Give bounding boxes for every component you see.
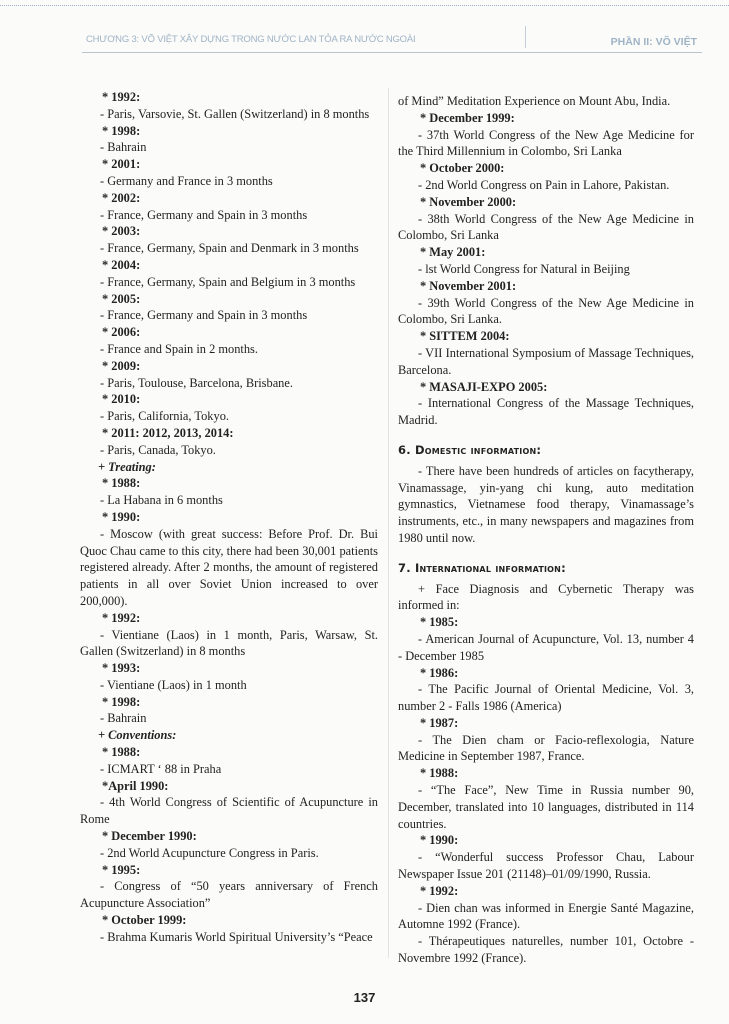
entry-text: - There have been hundreds of articles on facytherapy, Vinamassage, yin-yang chi kung, auto meditation gymnastics, Vietnamese food therapy, Vinamassage’s instruments, etc., in many newspapers and magazines from 1980 until now. <box>398 463 694 545</box>
entry-heading: *April 1990: <box>102 778 169 793</box>
entry-heading: * 1995: <box>102 862 141 877</box>
entry-text: - 2nd World Congress on Pain in Lahore, Pakistan. <box>418 177 670 192</box>
entry-text: - France and Spain in 2 months. <box>100 341 258 356</box>
entry-text: - 39th World Congress of the New Age Medicine in Colombo, Sri Lanka. <box>398 295 694 327</box>
page-number: 137 <box>353 990 376 1005</box>
entry-heading: * 2003: <box>102 224 141 239</box>
entry-heading: * 1990: <box>102 509 141 524</box>
entry-heading: * 1998: <box>102 123 141 138</box>
entry-text: of Mind” Meditation Experience on Mount Abu, India. <box>398 94 671 108</box>
entry-text: - France, Germany, Spain and Belgium in 3 months <box>100 274 356 289</box>
entry-text: - Dien chan was informed in Energie Santé Magazine, Automne 1992 (France). <box>398 900 694 932</box>
entry-text: - 4th World Congress of Scientific of Acupuncture in Rome <box>80 795 378 827</box>
entry-text: - France, Germany and Spain in 3 months <box>100 207 308 222</box>
entry-heading: * 1990: <box>420 833 459 848</box>
entry-heading: * December 1999: <box>420 110 515 125</box>
entry-heading: * 1988: <box>420 766 459 781</box>
entry-text: - Moscow (with great success: Before Prof. Dr. Bui Quoc Chau came to this city, there had been 30,001 patients registered already. After 2 months, the amount of registered patients in all over Soviet Union increased to over 200,000). <box>80 526 378 608</box>
section-heading: 6. Domestic information: <box>398 442 542 457</box>
right-column <box>398 93 694 967</box>
entry-text: - International Congress of the Massage Techniques, Madrid. <box>398 396 694 428</box>
entry-text: - Paris, Canada, Tokyo. <box>100 442 216 457</box>
entry-heading: * 1993: <box>102 661 141 676</box>
header-rule <box>82 52 702 53</box>
entry-heading: * 2006: <box>102 325 141 340</box>
entry-heading: * 1998: <box>102 694 141 709</box>
entry-heading: * 1986: <box>420 665 459 680</box>
entry-text: - The Dien cham or Facio-reflexologia, Nature Medicine in September 1987, France. <box>398 732 694 764</box>
section-heading: 7. International information: <box>398 560 566 575</box>
entry-heading: * November 2000: <box>420 194 517 209</box>
entry-text: - 38th World Congress of the New Age Medicine in Colombo, Sri Lanka <box>398 211 694 243</box>
entry-heading: * 2010: <box>102 392 141 407</box>
entry-text: - lst World Congress for Natural in Beijing <box>418 261 630 276</box>
entry-heading: * SITTEM 2004: <box>420 329 510 344</box>
entry-text: - 2nd World Acupuncture Congress in Paris. <box>100 845 319 860</box>
entry-heading: * 1985: <box>420 615 459 630</box>
entry-heading: * October 1999: <box>102 913 187 928</box>
entry-text: - Brahma Kumaris World Spiritual University’s “Peace <box>100 929 373 944</box>
entry-heading: * 2001: <box>102 157 141 172</box>
chapter-header: CHƯƠNG 3: VÕ VIỆT XÂY DỰNG TRONG NƯỚC LAN TỎA RA NƯỚC NGOÀI <box>86 34 416 45</box>
entry-heading: + Conventions: <box>98 728 177 743</box>
entry-heading: * October 2000: <box>420 161 505 176</box>
entry-text: - Germany and France in 3 months <box>100 173 273 188</box>
entry-heading: + Treating: <box>98 459 156 474</box>
column-separator <box>388 88 389 958</box>
entry-text: - Congress of “50 years anniversary of French Acupuncture Association” <box>80 879 378 911</box>
entry-text: - Paris, Toulouse, Barcelona, Brisbane. <box>100 375 293 390</box>
entry-text: - American Journal of Acupuncture, Vol. 13, number 4 - December 1985 <box>398 631 694 663</box>
entry-text: - France, Germany and Spain in 3 months <box>100 308 308 323</box>
entry-heading: * 2002: <box>102 190 141 205</box>
entry-heading: * December 1990: <box>102 829 197 844</box>
entry-text: - La Habana in 6 months <box>100 493 223 508</box>
entry-heading: * 2005: <box>102 291 141 306</box>
entry-heading: * May 2001: <box>420 245 486 260</box>
part-header: PHẦN II: VÕ VIỆT <box>610 36 697 48</box>
entry-text: + Face Diagnosis and Cybernetic Therapy was informed in: <box>398 581 694 613</box>
entry-heading: * 1992: <box>420 883 459 898</box>
entry-text: - Vientiane (Laos) in 1 month, Paris, Warsaw, St. Gallen (Switzerland) in 8 months <box>80 627 378 659</box>
entry-text: - ICMART ‘ 88 in Praha <box>100 761 222 776</box>
entry-heading: * 1988: <box>102 745 141 760</box>
entry-heading: * 1987: <box>420 715 459 730</box>
entry-text: - Paris, Varsovie, St. Gallen (Switzerland) in 8 months <box>100 106 370 121</box>
top-dotted-border <box>0 5 729 6</box>
entry-heading: * 1992: <box>102 610 141 625</box>
entry-text: - France, Germany, Spain and Denmark in 3 months <box>100 241 359 256</box>
header-divider <box>525 26 526 48</box>
entry-heading: * 2009: <box>102 358 141 373</box>
entry-text: - 37th World Congress of the New Age Medicine for the Third Millennium in Colombo, Sri Lanka <box>398 127 694 159</box>
entry-text: - Bahrain <box>100 140 147 155</box>
entry-heading: * 1992: <box>102 90 141 104</box>
left-column <box>80 89 378 946</box>
entry-heading: * 2004: <box>102 257 141 272</box>
entry-heading: * 2011: 2012, 2013, 2014: <box>102 425 234 440</box>
entry-text: - Thérapeutiques naturelles, number 101, Octobre - Novembre 1992 (France). <box>398 934 694 966</box>
entry-text: - “Wonderful success Professor Chau, Labour Newspaper Issue 201 (21148)–01/09/1990, Russia. <box>398 850 694 882</box>
entry-text: - “The Face”, New Time in Russia number 90, December, translated into 10 languages, distributed in 114 countries. <box>398 783 694 831</box>
entry-text: - VII International Symposium of Massage Techniques, Barcelona. <box>398 345 694 377</box>
entry-text: - Bahrain <box>100 711 147 726</box>
entry-heading: * MASAJI-EXPO 2005: <box>420 379 548 394</box>
entry-heading: * 1988: <box>102 476 141 491</box>
entry-text: - The Pacific Journal of Oriental Medicine, Vol. 3, number 2 - Falls 1986 (America) <box>398 682 694 714</box>
entry-text: - Vientiane (Laos) in 1 month <box>100 677 247 692</box>
entry-heading: * November 2001: <box>420 278 517 293</box>
entry-text: - Paris, California, Tokyo. <box>100 409 229 424</box>
